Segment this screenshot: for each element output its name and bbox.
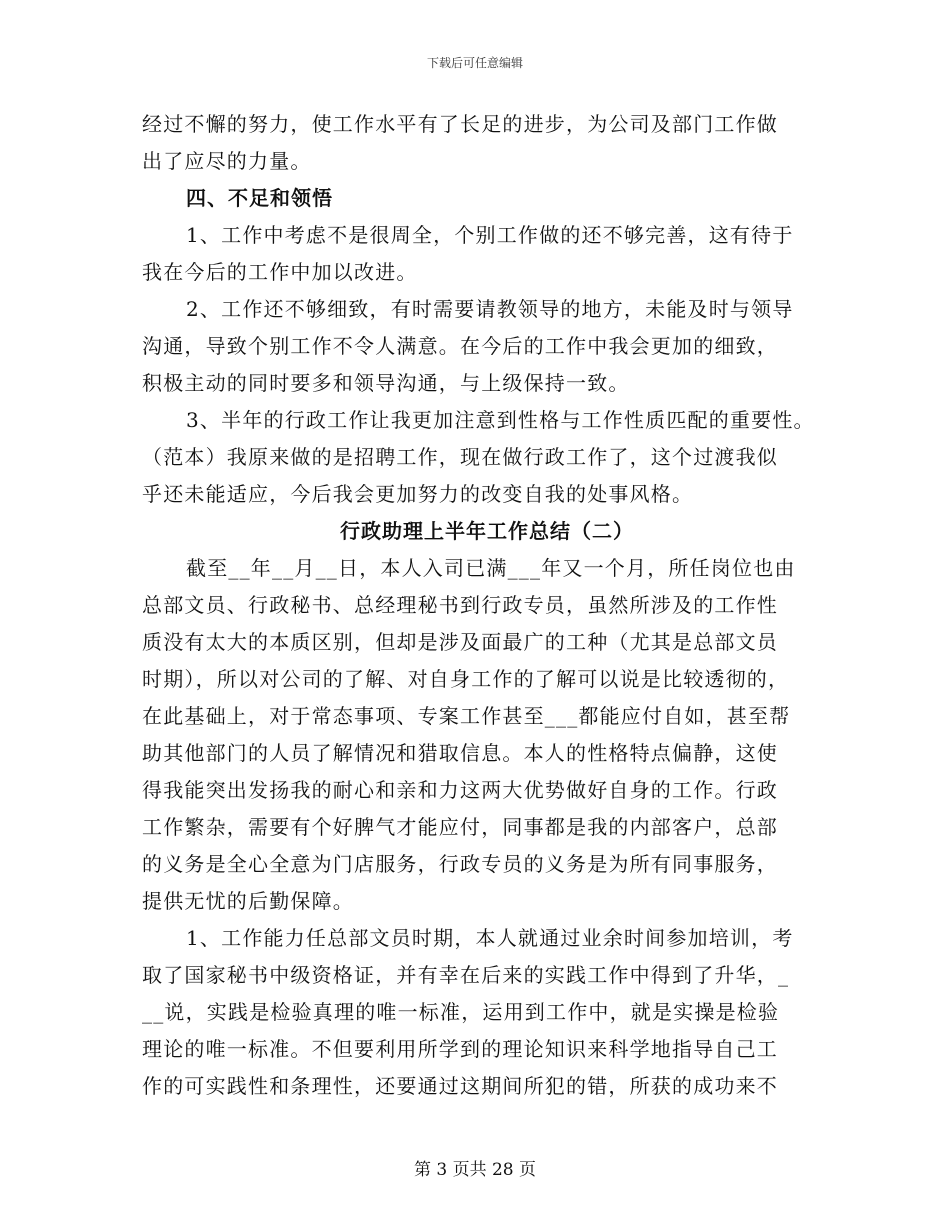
text-line: 积极主动的同时要多和领导沟通，与上级保持一致。 bbox=[142, 371, 630, 395]
text-line: 总部文员、行政秘书、总经理秘书到行政专员，虽然所涉及的工作性 bbox=[142, 593, 778, 617]
text-line: 出了应尽的力量。 bbox=[142, 149, 312, 173]
text-line: 经过不懈的努力，使工作水平有了长足的进步，为公司及部门工作做 bbox=[142, 112, 778, 136]
text-line: 沟通，导致个别工作不令人满意。在今后的工作中我会更加的细致， bbox=[142, 334, 778, 358]
document-body bbox=[142, 106, 832, 1105]
text-line: 2、工作还不够细致，有时需要请教领导的地方，未能及时与领导 bbox=[186, 297, 794, 321]
text-line: __说，实践是检验真理的唯一标准，运用到工作中，就是实操是检验 bbox=[142, 1000, 780, 1024]
text-line: 3、半年的行政工作让我更加注意到性格与工作性质匹配的重要性。 bbox=[186, 408, 815, 432]
text-line: 得我能突出发扬我的耐心和亲和力这两大优势做好自身的工作。行政 bbox=[142, 778, 778, 802]
text-line: 在此基础上，对于常态事项、专案工作甚至___都能应付自如，甚至帮 bbox=[142, 704, 791, 728]
text-line: 质没有太大的本质区别，但却是涉及面最广的工种（尤其是总部文员 bbox=[142, 630, 778, 654]
text-line: 我在今后的工作中加以改进。 bbox=[142, 260, 418, 284]
text-line: 工作繁杂，需要有个好脾气才能应付，同事都是我的内部客户，总部 bbox=[142, 815, 778, 839]
section-heading: 四、不足和领悟 bbox=[186, 186, 333, 210]
text-line: 理论的唯一标准。不但要利用所学到的理论知识来科学地指导自己工 bbox=[142, 1037, 778, 1061]
text-line: （范本）我原来做的是招聘工作，现在做行政工作了，这个过渡我似 bbox=[142, 445, 778, 469]
text-line: 的义务是全心全意为门店服务，行政专员的义务是为所有同事服务， bbox=[142, 852, 778, 876]
page-header-note: 下载后可任意编辑 bbox=[426, 56, 523, 70]
text-line: 取了国家秘书中级资格证，并有幸在后来的实践工作中得到了升华，_ bbox=[142, 963, 790, 987]
page-number-footer: 第 3 页共 28 页 bbox=[413, 1160, 537, 1180]
section-title: 行政助理上半年工作总结（二） bbox=[340, 519, 634, 543]
text-line: 作的可实践性和条理性，还要通过这期间所犯的错，所获的成功来不 bbox=[142, 1074, 778, 1098]
text-line: 提供无忧的后勤保障。 bbox=[142, 889, 354, 913]
text-line: 1、工作中考虑不是很周全，个别工作做的还不够完善，这有待于 bbox=[186, 223, 794, 247]
text-line: 乎还未能适应，今后我会更加努力的改变自我的处事风格。 bbox=[142, 482, 694, 506]
text-line: 助其他部门的人员了解情况和猎取信息。本人的性格特点偏静，这使 bbox=[142, 741, 778, 765]
text-line: 1、工作能力任总部文员时期，本人就通过业余时间参加培训，考 bbox=[186, 926, 794, 950]
text-line: 截至__年__月__日，本人入司已满___年又一个月，所任岗位也由 bbox=[186, 556, 796, 580]
text-line: 时期），所以对公司的了解、对自身工作的了解可以说是比较透彻的， bbox=[142, 667, 790, 691]
